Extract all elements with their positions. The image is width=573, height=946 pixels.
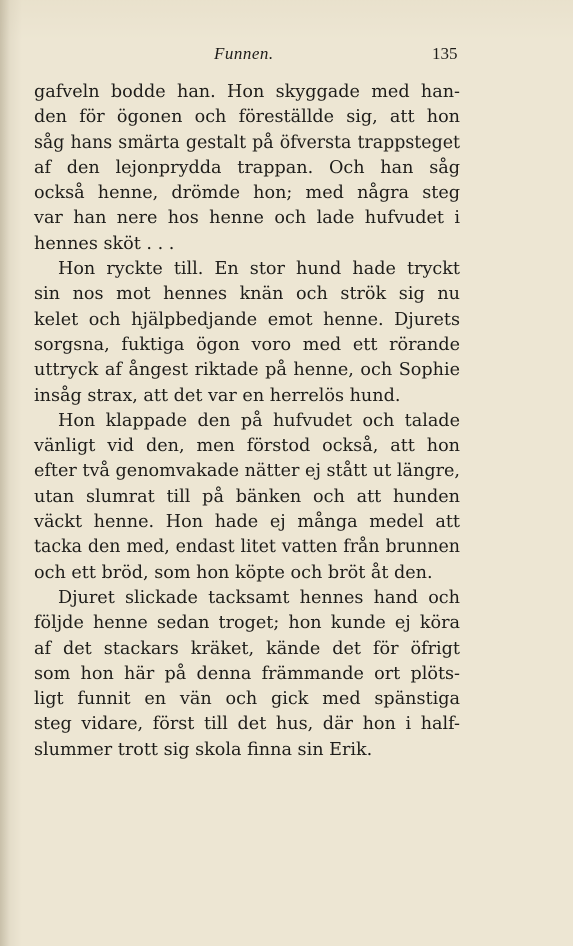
- text-line: slummer trott sig skola finna sin Erik.: [34, 739, 373, 760]
- text-line: Hon ryckte till. En stor hund hade tryckt: [58, 259, 460, 280]
- text-line: hennes sköt . . .: [34, 233, 175, 254]
- text-line: sorgsna, fuktiga ögon voro med ett rörande: [34, 334, 460, 355]
- text-line: insåg strax, att det var en herrelös hund.: [34, 385, 401, 406]
- text-line: var han nere hos henne och lade hufvudet i: [34, 208, 460, 229]
- text-line: sin nos mot hennes knän och strök sig nu: [34, 284, 460, 305]
- text-line: följde henne sedan troget; hon kunde ej köra: [34, 613, 460, 634]
- text-line: också henne, drömde hon; med några steg: [34, 183, 460, 204]
- text-line: Djuret slickade tacksamt hennes hand och: [58, 587, 460, 608]
- text-line: kelet och hjälpbedjande emot henne. Djurets: [34, 309, 460, 330]
- text-line: väckt henne. Hon hade ej många medel att: [34, 512, 460, 533]
- text-line: vänligt vid den, men förstod också, att hon: [34, 436, 460, 457]
- text-line: efter två genomvakade nätter ej stått ut längre,: [34, 461, 460, 482]
- text-line: såg hans smärta gestalt på öfversta trappsteget: [34, 132, 460, 153]
- text-line: af den lejonprydda trappan. Och han såg: [34, 157, 460, 178]
- text-line: uttryck af ångest riktade på henne, och Sophie: [34, 360, 460, 381]
- page-header: [0, 44, 573, 64]
- text-line: och ett bröd, som hon köpte och bröt åt den.: [34, 562, 433, 583]
- text-line: Hon klappade den på hufvudet och talade: [58, 410, 460, 431]
- text-line: tacka den med, endast litet vatten från brunnen: [34, 537, 460, 558]
- body-text: [34, 80, 460, 763]
- running-title: Funnen.: [214, 44, 274, 63]
- text-line: utan slumrat till på bänken och att hunden: [34, 486, 460, 507]
- text-line: gafveln bodde han. Hon skyggade med han-: [34, 82, 460, 102]
- page-number: 135: [432, 44, 458, 63]
- text-line: ligt funnit en vän och gick med spänstiga: [34, 689, 460, 710]
- text-line: den för ögonen och föreställde sig, att hon: [34, 107, 460, 128]
- text-line: steg vidare, först till det hus, där hon i half-: [34, 714, 460, 735]
- text-line: som hon här på denna främmande ort plöts-: [34, 663, 460, 684]
- text-line: af det stackars kräket, kände det för öfrigt: [34, 638, 460, 659]
